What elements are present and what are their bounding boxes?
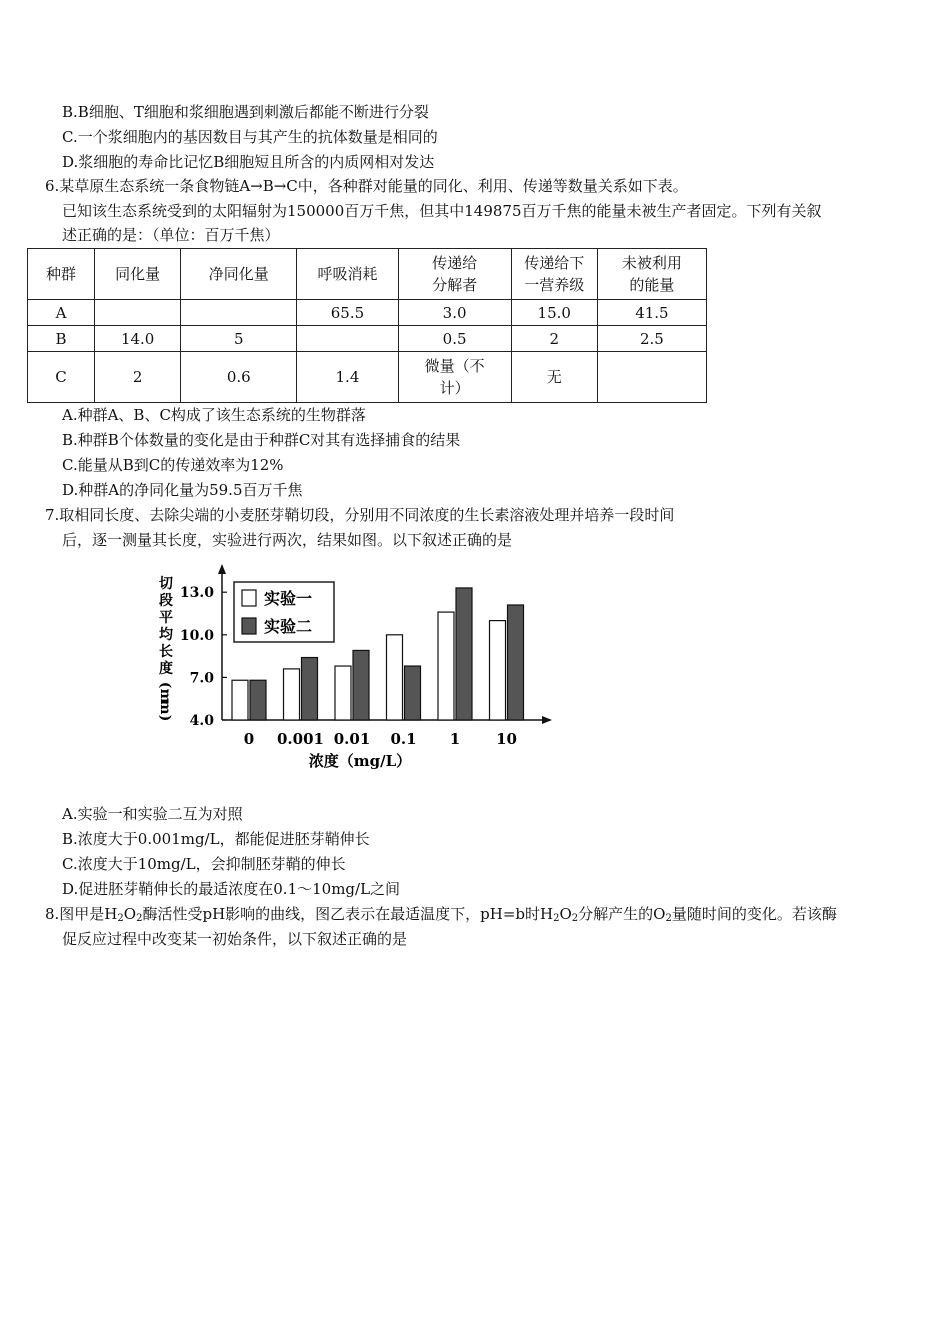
bar-exp1-0.01 [335,666,351,720]
table-header-cell: 传递给下 一营养级 [511,249,597,300]
table-cell: 5 [181,326,297,352]
y-axis-label-char: m [157,688,173,704]
table-row [28,352,707,403]
y-axis-arrow [218,564,226,574]
table-header-cell: 种群 [28,249,95,300]
q6-option-b: B.种群B个体数量的变化是由于种群C对其有选择捕食的结果 [62,431,461,449]
table-cell: C [28,352,95,403]
x-tick-label: 0 [243,730,255,748]
bar-exp2-0.1 [405,666,421,720]
q7-option-d: D.促进胚芽鞘伸长的最适浓度在0.1～10mg/L之间 [62,880,401,898]
table-cell: 65.5 [297,300,398,326]
table-cell [297,326,398,352]
table-cell [95,300,181,326]
y-tick-label: 7.0 [189,670,214,687]
y-axis-label-char: ( [157,681,173,689]
q7-stem-line2: 后，逐一测量其长度，实验进行两次，结果如图。以下叙述正确的是 [62,531,513,549]
table-row [28,300,707,326]
bar-exp1-1 [438,612,454,720]
q6-stem-line2: 已知该生态系统受到的太阳辐射为150000百万千焦，但其中149875百万千焦的能量未被生产者固定。下列有关叙 [62,202,822,220]
table-cell: 14.0 [95,326,181,352]
q5-option-d: D.浆细胞的寿命比记忆B细胞短且所含的内质网相对发达 [62,153,435,171]
q6-stem-line3: 述正确的是：（单位：百万千焦） [62,226,280,244]
q6-option-a: A.种群A、B、C构成了该生态系统的生物群落 [62,406,366,424]
y-tick-label: 10.0 [179,627,214,644]
q7-option-b: B.浓度大于0.001mg/L，都能促进胚芽鞘伸长 [62,830,370,848]
y-axis-label-char: m [157,699,173,715]
y-axis-label-char: 长 [159,644,173,660]
bar-chart [150,558,570,778]
y-axis-label-char: 度 [159,661,173,677]
table-header-cell: 净同化量 [181,249,297,300]
q7-option-c: C.浓度大于10mg/L，会抑制胚芽鞘的伸长 [62,855,346,873]
bar-exp1-10 [490,621,506,720]
bar-exp1-0.1 [387,635,403,720]
y-tick-label: 4.0 [189,713,214,729]
table-header-cell: 同化量 [95,249,181,300]
table-cell: 3.0 [398,300,511,326]
bar-exp1-0.001 [284,669,300,720]
y-axis-label-char: 均 [159,627,173,643]
table-header-cell: 传递给 分解者 [398,249,511,300]
x-tick-label: 0.001 [277,730,324,748]
x-axis-arrow [542,716,552,724]
bar-exp2-0.01 [353,650,369,720]
bar-exp2-0 [250,680,266,720]
table-cell: 无 [511,352,597,403]
legend-label: 实验一 [264,589,313,608]
q5-option-b: B.B细胞、T细胞和浆细胞遇到刺激后都能不断进行分裂 [62,103,429,121]
q7-stem-line1: 7.取相同长度、去除尖端的小麦胚芽鞘切段，分别用不同浓度的生长素溶液处理并培养一段时间 [45,506,675,524]
table-cell: 1.4 [297,352,398,403]
table-cell: 0.6 [181,352,297,403]
legend-swatch [242,590,256,606]
x-axis-label: 浓度（mg/L） [308,752,412,770]
bar-exp2-10 [508,605,524,720]
x-tick-label: 10 [496,730,517,748]
bar-exp2-1 [456,588,472,720]
table-row [28,326,707,352]
table-cell: 41.5 [597,300,706,326]
table-cell: A [28,300,95,326]
x-tick-label: 1 [449,730,461,748]
table-header-row [28,249,707,300]
q8-stem-line1: 8.图甲是$H_2O_2$酶活性受pH影响的曲线，图乙表示在最适温度下，pH=b时$H_2O_2$分解产生的$O_2$量随时间的变化。若该酶 [45,905,837,924]
table-cell [181,300,297,326]
legend-label: 实验二 [264,617,313,636]
bar-exp1-0 [232,680,248,720]
q5-option-c: C.一个浆细胞内的基因数目与其产生的抗体数量是相同的 [62,128,438,146]
y-axis-label-char: ) [157,714,173,722]
bar-exp2-0.001 [302,658,318,720]
q7-option-a: A.实验一和实验二互为对照 [62,805,243,823]
table-cell: 2.5 [597,326,706,352]
q8-stem-line2: 促反应过程中改变某一初始条件，以下叙述正确的是 [62,930,408,948]
energy-table [27,248,707,403]
q6-option-c: C.能量从B到C的传递效率为12% [62,456,284,474]
x-tick-label: 0.1 [390,730,417,748]
y-axis-label-char: 段 [159,593,173,609]
table-cell: 2 [95,352,181,403]
y-axis-label-char: 切 [159,576,173,592]
table-cell: B [28,326,95,352]
table-header-cell: 未被利用 的能量 [597,249,706,300]
y-axis-label-char: 平 [159,610,173,626]
q6-stem-line1: 6.某草原生态系统一条食物链A→B→C中，各种群对能量的同化、利用、传递等数量关系如下表。 [45,177,688,195]
q6-option-d: D.种群A的净同化量为59.5百万千焦 [62,481,303,499]
y-axis-label [157,576,174,721]
table-cell [597,352,706,403]
table-cell: 2 [511,326,597,352]
table-cell: 0.5 [398,326,511,352]
legend-swatch [242,618,256,634]
table-cell: 15.0 [511,300,597,326]
y-tick-label: 13.0 [179,585,214,602]
table-header-cell: 呼吸消耗 [297,249,398,300]
table-cell: 微量（不 计） [398,352,511,403]
x-tick-label: 0.01 [333,730,371,748]
